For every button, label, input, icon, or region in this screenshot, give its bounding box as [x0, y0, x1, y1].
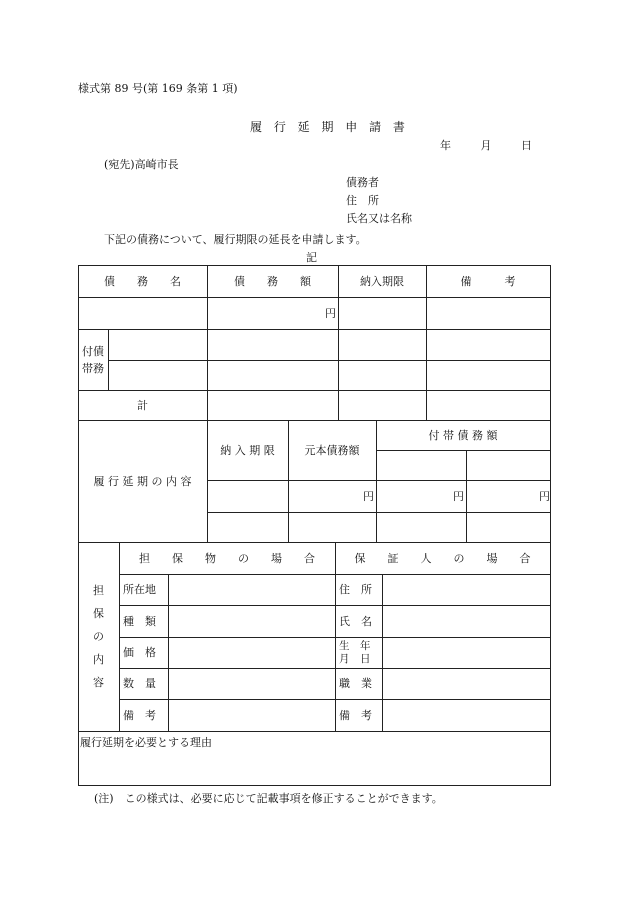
new-due-date-header: 納 入 期 限 — [220, 443, 275, 457]
guarantor-remarks-label: 備 考 — [339, 708, 372, 722]
col-debt-amount: 債 務 額 — [234, 274, 311, 288]
collateral-location-label: 所在地 — [123, 583, 156, 596]
total-label: 計 — [137, 398, 148, 412]
attached2-yen-unit: 円 — [539, 489, 550, 503]
form-number: 様式第 89 号(第 169 条第 1 項) — [78, 82, 238, 95]
amount-yen-unit: 円 — [325, 306, 336, 320]
guarantor-case-header: 保 証 人 の 場 合 — [354, 551, 531, 565]
ki-heading: 記 — [306, 251, 317, 264]
guarantor-name-label: 氏 名 — [339, 614, 372, 628]
attached-amount-header: 付 帯 債 務 額 — [428, 428, 498, 442]
date-month: 月 — [480, 139, 492, 152]
guarantor-birthdate-label: 生 年 月 日 — [339, 639, 371, 665]
attached1-yen-unit: 円 — [453, 489, 464, 503]
principal-header: 元本債務額 — [304, 443, 360, 457]
col-due-date: 納入期限 — [360, 274, 404, 288]
principal-yen-unit: 円 — [363, 489, 374, 503]
guarantor-occupation-label: 職 業 — [339, 677, 372, 690]
date-day: 日 — [521, 139, 532, 152]
attached-debt-label: 付債 帯務 — [82, 344, 104, 375]
document-title: 履 行 延 期 申 請 書 — [250, 120, 409, 134]
footnote: (注) この様式は、必要に応じて記載事項を修正することができます。 — [94, 792, 443, 805]
collateral-price-label: 価 格 — [123, 646, 156, 659]
extension-section-label: 履 行 延 期 の 内 容 — [93, 474, 192, 488]
reason-label: 履行延期を必要とする理由 — [80, 736, 212, 749]
intro-sentence: 下記の債務について、履行期限の延長を申請します。 — [104, 233, 367, 246]
date-year: 年 — [440, 139, 451, 152]
collateral-remarks-label: 備 考 — [123, 708, 156, 722]
collateral-quantity-label: 数 量 — [123, 677, 156, 690]
col-debt-name: 債 務 名 — [104, 274, 181, 288]
col-remarks: 備 考 — [460, 274, 516, 288]
applicant-name-label: 氏名又は名称 — [346, 212, 412, 225]
collateral-section-label: 担 保 の 内 容 — [93, 584, 104, 689]
collateral-type-label: 種 類 — [123, 614, 156, 628]
collateral-case-header: 担 保 物 の 場 合 — [139, 551, 315, 565]
applicant-role: 債務者 — [346, 176, 379, 189]
applicant-address-label: 住 所 — [346, 194, 379, 207]
addressee: (宛先)高崎市長 — [104, 158, 179, 171]
guarantor-address-label: 住 所 — [339, 583, 372, 596]
